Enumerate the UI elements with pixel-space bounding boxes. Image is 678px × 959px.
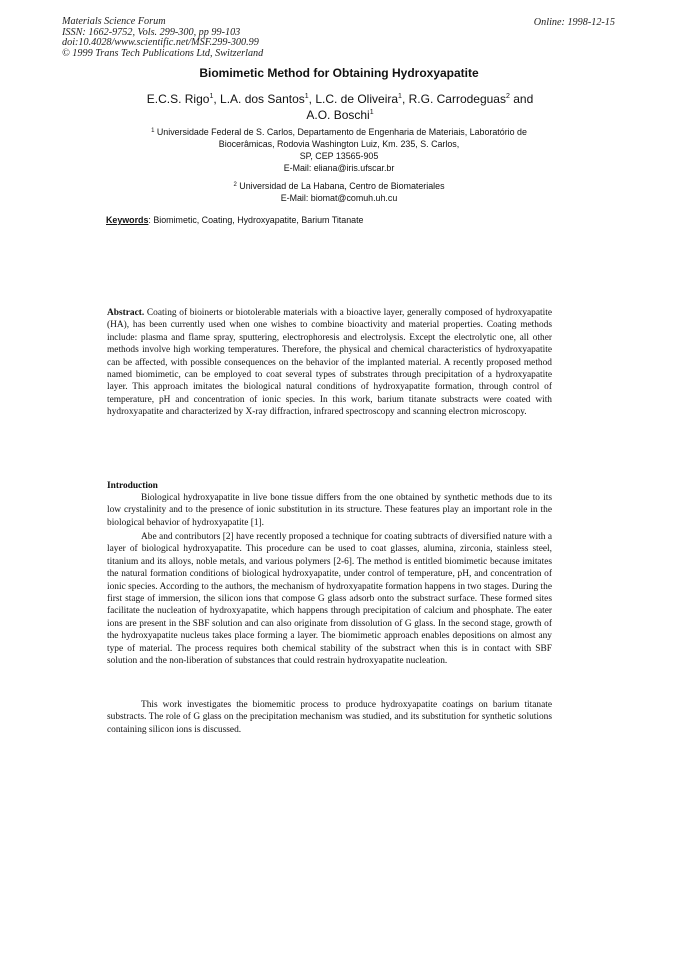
affiliation-marker: 1	[369, 109, 374, 116]
author-name: E.C.S. Rigo	[146, 92, 210, 106]
author-name: , L.C. de Oliveira	[308, 92, 399, 106]
author-name: , R.G. Carrodeguas	[401, 92, 506, 106]
section-heading: Introduction	[107, 481, 158, 491]
keywords-label: Keywords	[106, 215, 149, 225]
online-date: Online: 1998-12-15	[533, 17, 615, 28]
keywords-colon: :	[148, 215, 151, 225]
affiliation-marker: 2	[505, 93, 510, 100]
abstract-paragraph	[107, 307, 552, 419]
intro-paragraph-1: Biological hydroxyapatite in live bone tissue differs from the one obtained by synthetic methods due to its low crystalinity and to the presence of ionic substitution in its structure. These features play an important role in the biological behavior of hydroxyapatite [1].	[107, 493, 552, 528]
affiliation-1	[100, 126, 578, 174]
affiliation-email: E-Mail: eliana@iris.ufscar.br	[283, 163, 395, 173]
journal-name: Materials Science Forum	[62, 16, 166, 27]
affiliation-marker: 1	[304, 93, 309, 100]
intro-paragraph-2: Abe and contributors [2] have recently proposed a technique for coating subtracts of diversified nature with a layer of biological hydroxyapatite. This procedure can be used to coat glasses, alumina, zirconia, stainless steel, titanium and its alloys, noble metals, and various polymers [2-6]. The method is entitled biomimetic because imitates the natural formation conditions of biological hydroxyapatite, under control of temperature, pH, and concentration of ionic species. According to the authors, the mechanism of hydroxyapatite formation happens in two stages. During the first stage of immersion, the silicon ions that compose G glass adsorb onto the substract surface. These formed sites facilitate the nucleation of hydroxyapatite, which happens through precipitation of calcium and phosphate. The eater ions are present in the SBF solution and can also originate from dissolution of G glass. In the second stage, growth of the hydroxyapatite nucleus takes place forming a layer. The biomimetic approach enables depositions on almost any type of material. The process requires both chemical stability of the substract when this is in contact with SBF solution and the non-liberation of substances that could restrain hydroxyapatite nucleation.	[107, 532, 552, 667]
affiliation-line: Universidad de La Habana, Centro de Biomateriales	[239, 181, 445, 191]
author-conjunction: and	[509, 92, 534, 106]
affiliation-line: Universidade Federal de S. Carlos, Departamento de Engenharia de Materiais, Laboratório de	[156, 127, 527, 137]
keywords-text: Biomimetic, Coating, Hydroxyapatite, Barium Titanate	[150, 215, 364, 225]
author-name: , L.A. dos Santos	[213, 92, 305, 106]
keywords-line	[106, 215, 364, 225]
affiliation-marker: 1	[398, 93, 402, 100]
doi-line: doi:10.4028/www.scientific.net/MSF.299-300.99	[62, 37, 259, 49]
affiliation-line: Biocerâmicas, Rodovia Washington Luiz, Km. 235, S. Carlos,	[218, 139, 460, 149]
abstract-label: Abstract.	[107, 308, 145, 318]
author-list	[90, 91, 590, 123]
affiliation-2	[100, 180, 578, 204]
journal-header	[62, 17, 263, 59]
author-name: A.O. Boschi	[306, 108, 370, 122]
issn-line: ISSN: 1662-9752, Vols. 299-300, pp 99-103	[62, 26, 241, 38]
affiliation-marker: 1	[151, 128, 155, 134]
affiliation-marker: 1	[209, 93, 214, 100]
affiliation-line: SP, CEP 13565-905	[299, 151, 379, 161]
copyright-line: © 1999 Trans Tech Publications Ltd, Switzerland	[62, 47, 264, 59]
intro-paragraph-3: This work investigates the biomemitic process to produce hydroxyapatite coatings on barium titanate substracts. The role of G glass on the precipitation mechanism was studied, and its substitution for synthetic solutions containing silicon ions is discussed.	[107, 700, 552, 735]
paper-title: Biomimetic Method for Obtaining Hydroxyapatite	[199, 66, 479, 80]
abstract-text: Coating of bioinerts or biotolerable materials with a bioactive layer, generally composed of hydroxyapatite (HA), has been currently used when one wishes to combine bioactivity and material properties. Coating methods include: plasma and flame spray, sputtering, electrophoresis and electrolysis. Except the electrolytic one, all other methods involve high working temperatures. Therefore, the physical and chemical characteristics of hydroxyapatite can be affected, with possible consequences on the behavior of the implanted material. A recently proposed method named biomimetic, can be employed to coat several types of substrates through precipitation of a hydroxyapatite layer. This approach imitates the biological natural conditions of hydroxyapatite formation, through control of temperature, pH and concentration of ionic species. In this work, barium titanate substracts were coated with hydroxyapatite and characterized by X-ray diffraction, infrared spectroscopy and scanning electron microscopy.	[107, 308, 552, 418]
affiliation-email: E-Mail: biomat@comuh.uh.cu	[280, 193, 398, 203]
affiliation-marker: 2	[233, 182, 237, 188]
